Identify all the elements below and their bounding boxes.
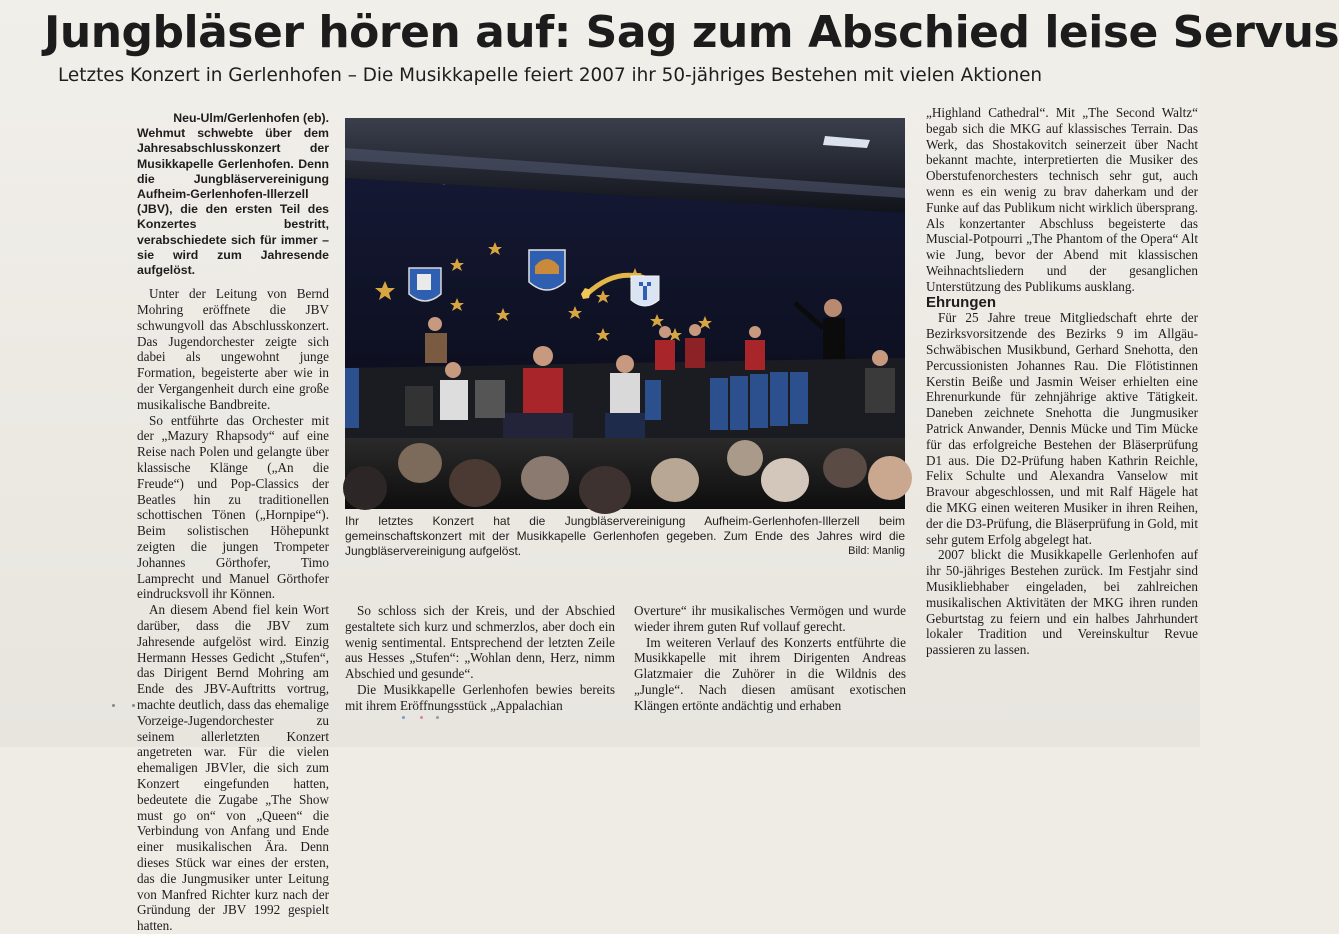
body-paragraph: So entführte das Orchester mit der „Mazury Rhapsody“ auf eine Reise nach Polen und gelangte über klassische Klänge („An die Freude“) und Pop-Classics der Beatles hin zu traditionellen schottischen Tönen („Hornpipe“). Beim solistischen Höhepunkt zeigten die jungen Trompeter Johannes Görthofer, Timo Lamprecht und Manuel Görthofer eindrucksvoll ihr Können. — [137, 412, 329, 602]
scan-dot — [420, 716, 423, 719]
column-2 — [345, 603, 615, 714]
photo-credit: Bild: Manlig — [848, 545, 905, 557]
concert-photo — [345, 118, 905, 509]
coat-of-arms-icon — [631, 276, 659, 306]
section-heading: Ehrungen — [926, 293, 996, 311]
subheadline: Letztes Konzert in Gerlenhofen – Die Musikkapelle feiert 2007 ihr 50-jähriges Bestehen mit vielen Aktionen — [58, 65, 1043, 86]
scan-dot — [132, 704, 135, 707]
coat-of-arms-icon — [529, 250, 565, 290]
body-paragraph: „Highland Cathedral“. Mit „The Second Waltz“ begab sich die MKG auf klassisches Terrain. Das Werk, das Shostakovitch seinerzeit über Nacht bekannt machte, interpretierten die Musiker des Oberstufenorchesters technisch sehr gut, auch wenn es ein wenig zu brav daherkam und der Funke auf das Publikum nicht wirklich übersprang. Als konzertanter Abschluss begeisterte das Muscial-Potpourri „The Phantom of the Opera“ Alt wie Jung, bevor der Abend mit klassischen Weihnachtsliedern und der gesanglichen Unterstützung des Publikums ausklang. — [926, 105, 1198, 294]
caption-text: Ihr letztes Konzert hat die Jungbläservereinigung Aufheim-Gerlenhofen-Illerzell beim gemeinschaftskonzert mit der Musikkapelle Gerlenhofen gegeben. Zum Ende des Jahres wird die Jungbläservereinigung aufgelöst. — [345, 514, 905, 558]
body-paragraph: An diesem Abend fiel kein Wort darüber, dass die JBV zum Jahresende aufgelöst wird. Einzig Hermann Hesses Gedicht „Stufen“, das Dirigent Bernd Mohring am Ende des JBV-Auftritts vortrug, machte deutlich, dass das ehemalige Vorzeige-Jugendorchester zu seinem allerletzten Konzert angetreten war. Für die vielen ehemaligen JBVler, die sich zum Konzert eingefunden hatten, bedeutete die Zugabe „The Show must go on“ von „Queen“ die Verbindung von Anfang und Ende einer musikalischen Ära. Denn dieses Stück war eines der ersten, das die Jungmusiker unter Leitung von Manfred Richter kurz nach der Gründung der JBV 1992 gespielt hatten. — [137, 602, 329, 934]
dateline: Neu-Ulm/Gerlenhofen (eb). — [173, 111, 329, 125]
concert-photo-drawing — [345, 118, 905, 509]
headline: Jungbläser hören auf: Sag zum Abschied leise Servus — [44, 7, 1339, 58]
column-4 — [926, 105, 1198, 658]
lead-text: Wehmut schwebte über dem Jahresabschlusskonzert der Musikkapelle Gerlenhofen. Denn die Jungbläservereinigung Aufheim-Gerlenhofen-Illerzell (JBV), die den ersten Teil des Konzertes bestritt, verabschiedete sich für immer – sie wird zum Jahresende aufgelöst. — [137, 126, 329, 278]
body-paragraph: Die Musikkapelle Gerlenhofen bewies bereits mit ihrem Eröffnungsstück „Appalachian — [345, 681, 615, 713]
body-paragraph: Im weiteren Verlauf des Konzerts entführte die Musikkapelle mit ihrem Dirigenten Andreas Glatzmaier die Zuhörer in die Wildnis des „Jungle“. Nach diesen amüsant exotischen Klängen ertönte andächtig und erhaben — [634, 634, 906, 713]
lead-paragraph — [137, 111, 329, 278]
body-paragraph: 2007 blickt die Musikkapelle Gerlenhofen auf ihr 50-jähriges Bestehen zurück. Im Festjahr sind Musikliebhaber eingeladen, bei zahlreichen musikalischen Aktivitäten der MKG ihren runden Geburtstag zu feiern und ein halbes Jahrhundert lokaler Tradition und Vereinskultur Revue passieren zu lassen. — [926, 547, 1198, 658]
scan-dot — [436, 716, 439, 719]
photo-caption — [345, 514, 905, 559]
scan-dot — [112, 704, 115, 707]
body-paragraph: Für 25 Jahre treue Mitgliedschaft ehrte der Bezirksvorsitzende des Bezirks 9 im Allgäu-Schwäbischen Musikbund, Gerhard Snehotta, den Percussionisten Johannes Rau. Die Flötistinnen Kerstin Beiße und Jasmin Weiser erhielten eine Ehrenurkunde für zehnjährige aktive Tätigkeit. Daneben zeichnete Snehotta die Jungmusiker Patrick Anwander, Dennis Mücke und Tim Mücke für das erfolgreiche Bestehen der Bläserprüfung D1 aus. Die D2-Prüfung haben Kathrin Reichle, Felix Schulte und Alexandra Vanselow mit Bravour abgeschlossen, und mit Ralf Hägele hat die MKG einen weiteren Musiker in ihren Reihen, der die D3-Prüfung, die Bläserprüfung in Gold, mit sehr gutem Erfolg abgelegt hat. — [926, 310, 1198, 547]
column-1 — [137, 111, 329, 934]
scan-dot — [402, 716, 405, 719]
body-paragraph: So schloss sich der Kreis, und der Abschied gestaltete sich kurz und schmerzlos, aber doch ein wenig sentimental. Entsprechend der letzten Zeile aus Hesses „Stufen“: „Wohlan denn, Herz, nimm Abschied und gesunde“. — [345, 603, 615, 682]
body-paragraph: Unter der Leitung von Bernd Mohring eröffnete die JBV schwungvoll das Abschlusskonzert. Das Jugendorchester zeigte sich dabei als ungewohnt junge Formation, begeisterte aber wie in der Vergangenheit durch eine große musikalische Bandbreite. — [137, 286, 329, 412]
coat-of-arms-icon — [409, 268, 441, 301]
column-3 — [634, 603, 906, 714]
body-paragraph: Overture“ ihr musikalisches Vermögen und wurde wieder ihrem guten Ruf vollauf gerecht. — [634, 603, 906, 634]
